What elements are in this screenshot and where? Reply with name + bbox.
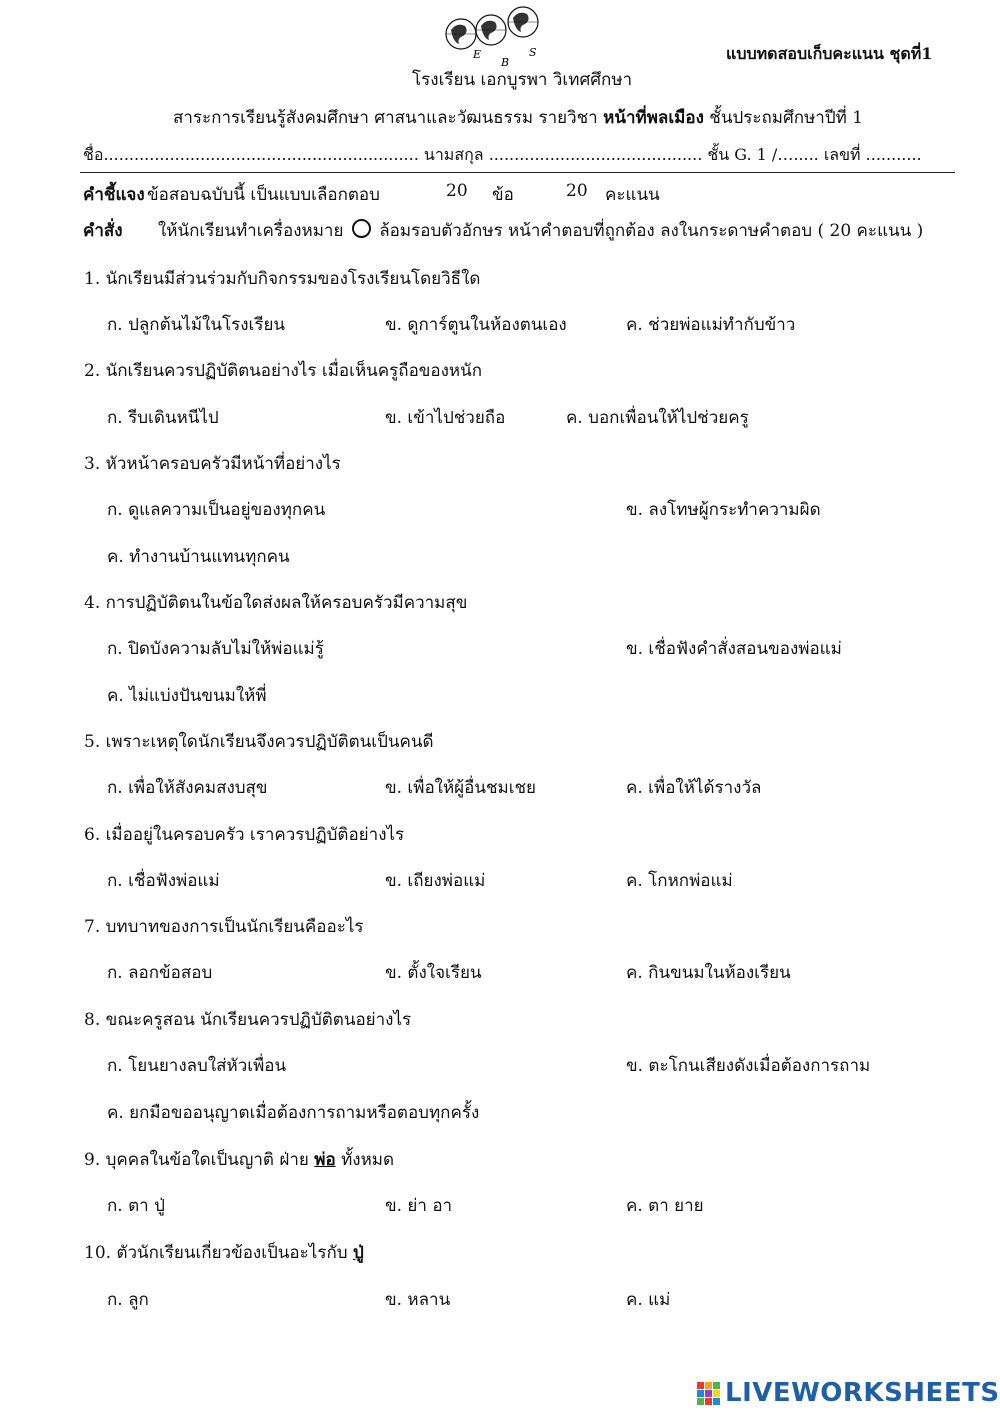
test-title: แบบทดสอบเก็บคะแนน ชุดที่1 (726, 44, 933, 63)
q3-option-c[interactable]: ค. ทำงานบ้านแทนทุกคน (107, 547, 290, 567)
question-1: 1. นักเรียนมีส่วนร่วมกับกิจกรรมของโรงเรียนโดยวิธีใด (84, 269, 481, 289)
logo-letter-s: S (529, 46, 537, 59)
command-text-b: ล้อมรอบตัวอักษร หน้าคำตอบที่ถูกต้อง ลงในกระดาษคำตอบ ( 20 คะแนน ) (379, 221, 924, 241)
q4-option-b[interactable]: ข. เชื่อฟังคำสั่งสอนของพ่อแม่ (626, 639, 842, 659)
q8-option-c[interactable]: ค. ยกมือขออนุญาตเมื่อต้องการถามหรือตอบทุกครั้ง (107, 1103, 480, 1123)
q6-option-c[interactable]: ค. โกหกพ่อแม่ (626, 871, 733, 891)
instruction-label: คำชี้แจง (83, 185, 145, 205)
question-2: 2. นักเรียนควรปฏิบัติตนอย่างไร เมื่อเห็นครูถือของหนัก (84, 361, 483, 381)
subject-name: หน้าที่พลเมือง (603, 108, 704, 128)
q8-option-a[interactable]: ก. โยนยางลบใส่หัวเพื่อน (107, 1056, 287, 1076)
student-info-line: ชื่อ.............................................................. นามสกุล .......................................... ชั้น G. 1 /…..... เลขที่ ........... (83, 145, 922, 164)
liveworksheets-watermark[interactable] (697, 1378, 1000, 1408)
q10-option-c[interactable]: ค. แม่ (626, 1290, 671, 1310)
liveworksheets-logo-icon (697, 1382, 720, 1405)
q7-option-a[interactable]: ก. ลอกข้อสอบ (107, 963, 213, 983)
q4-option-c[interactable]: ค. ไม่แบ่งปันขนมให้พี่ (107, 686, 267, 706)
q8-option-b[interactable]: ข. ตะโกนเสียงดังเมื่อต้องการถาม (626, 1056, 871, 1076)
circle-icon (352, 219, 371, 238)
q9-option-a[interactable]: ก. ตา ปู่ (107, 1196, 165, 1216)
school-logo (443, 4, 553, 68)
q10-option-a[interactable]: ก. ลูก (107, 1290, 149, 1310)
q9-option-c[interactable]: ค. ตา ยาย (626, 1196, 704, 1216)
q4-option-a[interactable]: ก. ปิดบังความลับไม่ให้พ่อแม่รู้ (107, 639, 324, 659)
liveworksheets-text: LIVEWORKSHEETS (725, 1378, 1000, 1408)
q7-option-c[interactable]: ค. กินขนมในห้องเรียน (626, 963, 791, 983)
header-divider (80, 172, 955, 173)
question-10 (84, 1239, 364, 1266)
q2-option-b[interactable]: ข. เข้าไปช่วยถือ (385, 408, 506, 428)
school-name: โรงเรียน เอกบูรพา วิเทศศึกษา (412, 70, 633, 90)
question-6: 6. เมื่ออยู่ในครอบครัว เราควรปฏิบัติอย่างไร (84, 825, 405, 845)
item-unit: ข้อ (492, 185, 514, 205)
subject-suffix: ชั้นประถมศึกษาปีที่ 1 (709, 108, 864, 128)
command-text-a: ให้นักเรียนทำเครื่องหมาย (158, 221, 344, 241)
q10-keyword: ปู่ (352, 1243, 364, 1263)
q5-option-a[interactable]: ก. เพื่อให้สังคมสงบสุข (107, 778, 268, 798)
point-unit: คะแนน (605, 185, 660, 205)
logo-letter-e: E (473, 48, 482, 61)
question-9 (84, 1146, 394, 1173)
q5-option-b[interactable]: ข. เพื่อให้ผู้อื่นชมเชย (385, 778, 537, 798)
q5-option-c[interactable]: ค. เพื่อให้ได้รางวัล (626, 778, 762, 798)
q3-option-b[interactable]: ข. ลงโทษผู้กระทำความผิด (626, 500, 821, 520)
q10-text: 10. ตัวนักเรียนเกี่ยวข้องเป็นอะไรกับ (84, 1243, 348, 1263)
item-count: 20 (446, 181, 468, 201)
question-3: 3. หัวหน้าครอบครัวมีหน้าที่อย่างไร (84, 454, 341, 474)
q1-option-b[interactable]: ข. ดูการ์ตูนในห้องตนเอง (385, 315, 567, 335)
question-4: 4. การปฏิบัติตนในข้อใดส่งผลให้ครอบครัวมีความสุข (84, 593, 468, 613)
q3-option-a[interactable]: ก. ดูแลความเป็นอยู่ของทุกคน (107, 500, 326, 520)
q9-text: 9. บุคคลในข้อใดเป็นญาติ ฝ่าย (84, 1150, 309, 1170)
q2-option-a[interactable]: ก. รีบเดินหนีไป (107, 408, 219, 428)
q6-option-a[interactable]: ก. เชื่อฟังพ่อแม่ (107, 871, 220, 891)
q9-keyword: พ่อ (314, 1150, 336, 1170)
question-5: 5. เพราะเหตุใดนักเรียนจึงควรปฏิบัติตนเป็นคนดี (84, 732, 434, 752)
question-7: 7. บทบาทของการเป็นนักเรียนคืออะไร (84, 917, 364, 937)
q2-option-c[interactable]: ค. บอกเพื่อนให้ไปช่วยครู (566, 408, 749, 428)
question-8: 8. ขณะครูสอน นักเรียนควรปฏิบัติตนอย่างไร (84, 1010, 412, 1030)
command-text (158, 217, 923, 244)
point-count: 20 (566, 181, 588, 201)
q6-option-b[interactable]: ข. เถียงพ่อแม่ (385, 871, 486, 891)
q10-option-b[interactable]: ข. หลาน (385, 1290, 451, 1310)
logo-letter-b: B (501, 56, 510, 68)
q1-option-a[interactable]: ก. ปลูกต้นไม้ในโรงเรียน (107, 315, 286, 335)
subject-line (173, 104, 863, 131)
subject-prefix: สาระการเรียนรู้สังคมศึกษา ศาสนาและวัฒนธรรม รายวิชา (173, 108, 598, 128)
q9-option-b[interactable]: ข. ย่า อา (385, 1196, 453, 1216)
q1-option-c[interactable]: ค. ช่วยพ่อแม่ทำกับข้าว (626, 315, 796, 335)
q9-text-end: ทั้งหมด (341, 1150, 395, 1170)
command-label: คำสั่ง (83, 221, 123, 241)
instruction-text: ข้อสอบฉบับนี้ เป็นแบบเลือกตอบ (147, 185, 380, 205)
q7-option-b[interactable]: ข. ตั้งใจเรียน (385, 963, 482, 983)
